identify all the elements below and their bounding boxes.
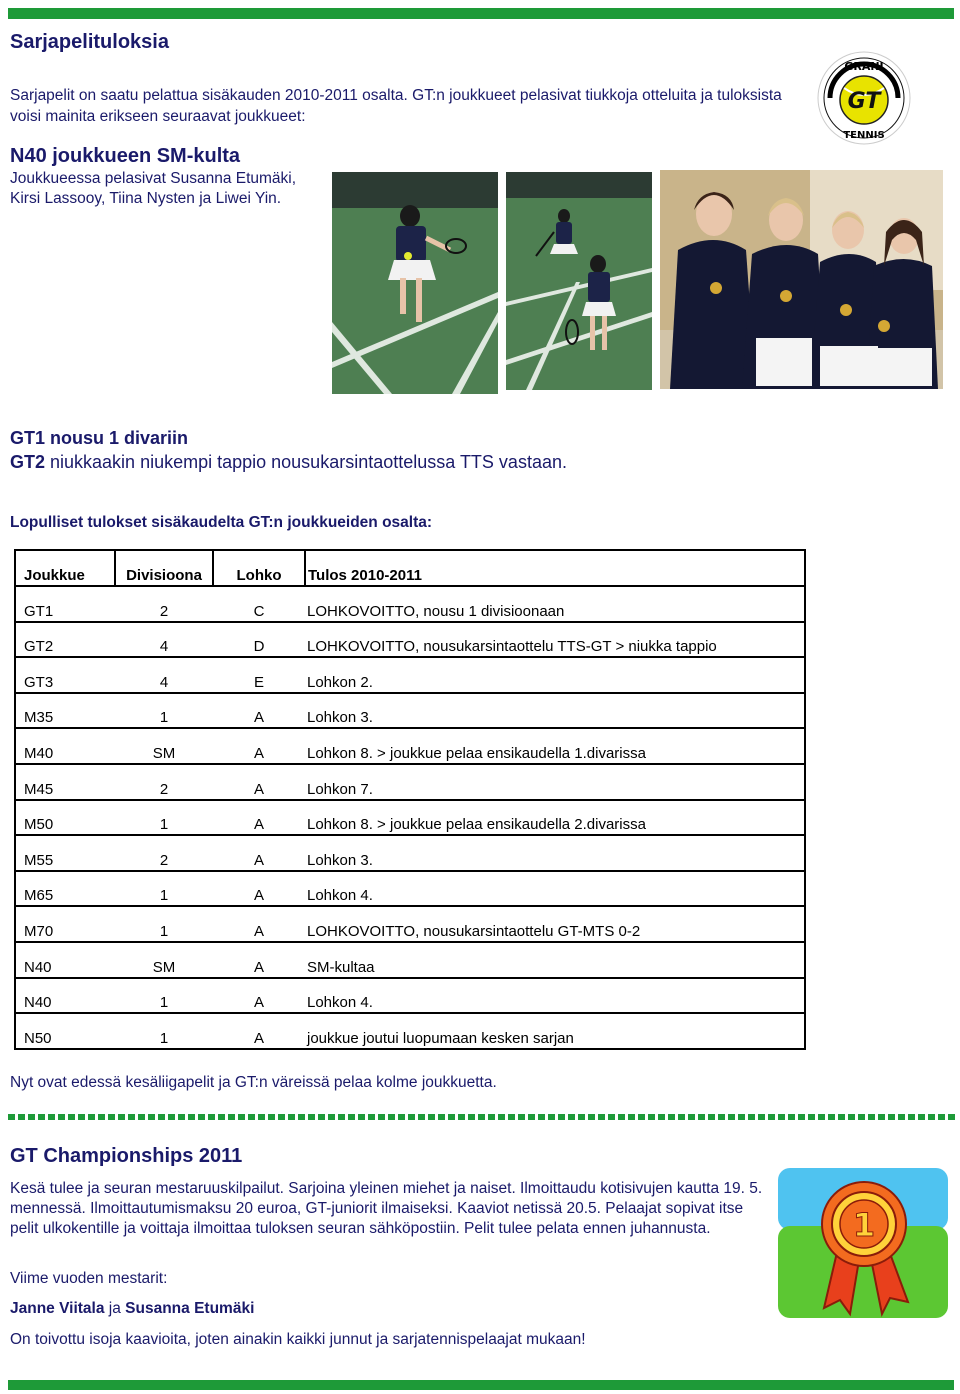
- logo-center-text: GT: [847, 89, 881, 114]
- cell-joukkue: N50: [15, 1013, 115, 1049]
- cell-joukkue: N40: [15, 942, 115, 978]
- gt2-text: niukkaakin niukempi tappio nousukarsintaottelussa TTS vastaan.: [45, 452, 567, 472]
- cell-tulos: Lohkon 2.: [305, 657, 805, 693]
- cell-lohko: C: [213, 586, 305, 622]
- cell-tulos: LOHKOVOITTO, nousukarsintaottelu TTS-GT > niukka tappio: [305, 622, 805, 658]
- bottom-green-bar: [8, 1380, 954, 1390]
- last-year-winners: [10, 1300, 254, 1318]
- cell-divisioona: 1: [115, 906, 213, 942]
- cell-tulos: Lohkon 8. > joukkue pelaa ensikaudella 2.divarissa: [305, 800, 805, 836]
- cell-divisioona: SM: [115, 942, 213, 978]
- logo-bottom-text: TENNIS: [843, 130, 885, 141]
- cell-divisioona: 2: [115, 764, 213, 800]
- table-row: [15, 728, 805, 764]
- gt1-promotion-line: GT1 nousu 1 divariin: [10, 428, 189, 448]
- cell-tulos: Lohkon 3.: [305, 693, 805, 729]
- cell-lohko: A: [213, 693, 305, 729]
- table-row: [15, 978, 805, 1014]
- cell-joukkue: M35: [15, 693, 115, 729]
- gt2-playoff-line: [10, 452, 567, 473]
- table-row: [15, 1013, 805, 1049]
- winner-joiner: ja: [104, 1300, 126, 1317]
- table-row: [15, 906, 805, 942]
- cell-joukkue: M65: [15, 871, 115, 907]
- cell-joukkue: M70: [15, 906, 115, 942]
- cell-lohko: A: [213, 728, 305, 764]
- cell-tulos: joukkue joutui luopumaan kesken sarjan: [305, 1013, 805, 1049]
- n40-heading: N40 joukkueen SM-kulta: [10, 145, 241, 167]
- cell-lohko: A: [213, 942, 305, 978]
- summer-note: Nyt ovat edessä kesäliigapelit ja GT:n väreissä pelaa kolme joukkuetta.: [10, 1074, 497, 1091]
- table-row: [15, 586, 805, 622]
- cell-tulos: SM-kultaa: [305, 942, 805, 978]
- cell-lohko: A: [213, 835, 305, 871]
- championships-text: Kesä tulee ja seuran mestaruuskilpailut. Sarjoina yleinen miehet ja naiset. Ilmoittaudu kotisivujen kautta 19. 5. mennessä. Ilmoittautumismaksu 20 euroa, GT-juniorit ilmaiseksi. Kaaviot netissä 20.5. Pelaajat sopivat itse pelit ulkokentille ja voittaja ilmoittaa tuloksen seuran sähköpostiin. Pelit tulee pelata ennen juhannusta.: [10, 1180, 763, 1237]
- doubles-match-photo: [506, 172, 652, 390]
- cell-tulos: Lohkon 3.: [305, 835, 805, 871]
- cell-joukkue: GT3: [15, 657, 115, 693]
- top-green-bar: [8, 8, 954, 19]
- cell-tulos: Lohkon 4.: [305, 978, 805, 1014]
- table-row: [15, 657, 805, 693]
- table-row: [15, 871, 805, 907]
- cell-lohko: E: [213, 657, 305, 693]
- cell-lohko: A: [213, 800, 305, 836]
- header-joukkue: Joukkue: [15, 550, 115, 586]
- table-row: [15, 942, 805, 978]
- grani-tennis-logo: [816, 50, 912, 146]
- cell-joukkue: M45: [15, 764, 115, 800]
- cell-joukkue: M50: [15, 800, 115, 836]
- n40-text: Joukkueessa pelasivat Susanna Etumäki, Kirsi Lassooy, Tiina Nysten ja Liwei Yin.: [10, 170, 297, 207]
- medal-number: 1: [852, 1206, 876, 1244]
- gt2-label: GT2: [10, 452, 46, 472]
- cell-divisioona: 4: [115, 622, 213, 658]
- table-row: [15, 622, 805, 658]
- page-title: Sarjapelituloksia: [10, 31, 169, 53]
- cell-divisioona: SM: [115, 728, 213, 764]
- cell-lohko: A: [213, 1013, 305, 1049]
- cell-joukkue: GT2: [15, 622, 115, 658]
- cell-divisioona: 1: [115, 871, 213, 907]
- cell-divisioona: 4: [115, 657, 213, 693]
- results-heading: Lopulliset tulokset sisäkaudelta GT:n joukkueiden osalta:: [10, 514, 433, 531]
- cell-lohko: A: [213, 871, 305, 907]
- logo-top-text: GRANI: [844, 60, 884, 73]
- header-lohko: Lohko: [213, 550, 305, 586]
- header-tulos: Tulos 2010-2011: [305, 550, 805, 586]
- closing-line: On toivottu isoja kaavioita, joten ainakin kaikki junnut ja sarjatennispelaajat mukaan!: [10, 1331, 586, 1348]
- cell-divisioona: 1: [115, 693, 213, 729]
- cell-joukkue: N40: [15, 978, 115, 1014]
- table-row: [15, 800, 805, 836]
- intro-paragraph: Sarjapelit on saatu pelattua sisäkauden 2010-2011 osalta. GT:n joukkueet pelasivat tiukkoja otteluita ja tuloksista voisi mainita erikseen seuraavat joukkueet:: [10, 87, 782, 125]
- cell-tulos: Lohkon 4.: [305, 871, 805, 907]
- results-table: [14, 549, 806, 1050]
- cell-divisioona: 2: [115, 586, 213, 622]
- first-place-medal-icon: [778, 1168, 948, 1318]
- last-year-label: Viime vuoden mestarit:: [10, 1270, 168, 1287]
- cell-joukkue: M40: [15, 728, 115, 764]
- table-row: [15, 835, 805, 871]
- header-divisioona: Divisioona: [115, 550, 213, 586]
- table-row: [15, 693, 805, 729]
- cell-divisioona: 1: [115, 800, 213, 836]
- cell-lohko: A: [213, 764, 305, 800]
- cell-divisioona: 1: [115, 1013, 213, 1049]
- cell-joukkue: GT1: [15, 586, 115, 622]
- championships-heading: GT Championships 2011: [10, 1145, 243, 1167]
- team-medal-photo: [660, 170, 943, 389]
- cell-tulos: LOHKOVOITTO, nousu 1 divisioonaan: [305, 586, 805, 622]
- cell-joukkue: M55: [15, 835, 115, 871]
- cell-tulos: Lohkon 7.: [305, 764, 805, 800]
- cell-lohko: A: [213, 906, 305, 942]
- dotted-divider: [8, 1114, 956, 1120]
- winner-men: Janne Viitala: [10, 1300, 105, 1317]
- tennis-player-photo: [332, 172, 498, 394]
- winner-women: Susanna Etumäki: [125, 1300, 255, 1317]
- table-row: [15, 764, 805, 800]
- cell-lohko: A: [213, 978, 305, 1014]
- cell-tulos: LOHKOVOITTO, nousukarsintaottelu GT-MTS 0-2: [305, 906, 805, 942]
- cell-divisioona: 1: [115, 978, 213, 1014]
- table-header-row: [15, 550, 805, 586]
- cell-lohko: D: [213, 622, 305, 658]
- cell-tulos: Lohkon 8. > joukkue pelaa ensikaudella 1.divarissa: [305, 728, 805, 764]
- cell-divisioona: 2: [115, 835, 213, 871]
